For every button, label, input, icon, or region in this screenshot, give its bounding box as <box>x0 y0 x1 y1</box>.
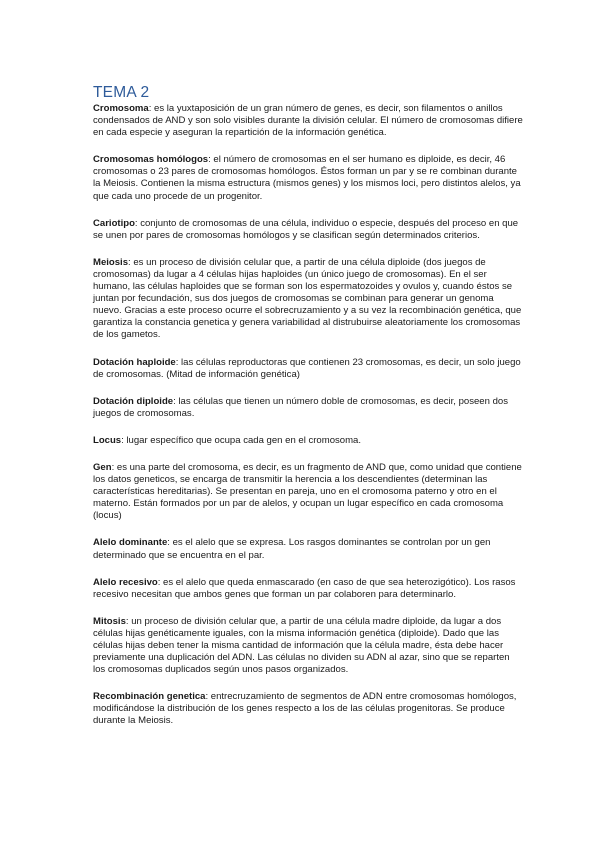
definition-alelo-dominante <box>93 537 523 561</box>
document-page <box>93 84 523 728</box>
definition-dotacion-haploide <box>93 357 523 381</box>
definition-dotacion-diploide <box>93 396 523 420</box>
paragraph-gap <box>93 242 523 257</box>
paragraph-gap <box>93 342 523 357</box>
definition-alelo-recesivo <box>93 577 523 601</box>
term: Cromosoma <box>93 103 149 114</box>
paragraph-gap <box>93 420 523 435</box>
definition-locus <box>93 435 523 447</box>
paragraph-gap <box>93 522 523 537</box>
definition-text: : lugar específico que ocupa cada gen en el cromosoma. <box>121 434 362 446</box>
term: Alelo recesivo <box>93 576 158 588</box>
definition-text: : las células reproductoras que contienen 23 cromosomas, es decir, un solo juego de cromosomas. (Mitad de información genética) <box>93 356 521 380</box>
definition-text: : es el alelo que se expresa. Los rasgos dominantes se controlan por un gen determinado que se encuentra en el par. <box>93 537 491 561</box>
paragraph-gap <box>93 381 523 396</box>
definition-meiosis <box>93 257 523 342</box>
definition-text: : las células que tienen un número doble de cromosomas, es decir, poseen dos juegos de cromosomas. <box>93 395 508 419</box>
definition-cromosoma <box>93 103 523 139</box>
term: Cariotipo <box>93 217 135 229</box>
term: Recombinación genetica <box>93 691 206 703</box>
definition-text: : es una parte del cromosoma, es decir, es un fragmento de AND que, como unidad que contiene los datos geneticos, se encarga de transmitir la herencia a los descendientes (determinan las características hereditarias). Se presentan en pareja, uno en el cromosoma paterno y otro en el materno. Están formados por un par de alelos, y ocupan un lugar específico en cada cromosoma (locus) <box>93 461 522 522</box>
term: Alelo dominante <box>93 537 168 549</box>
definition-gen <box>93 462 523 522</box>
definition-text: : es un proceso de división celular que, a partir de una célula diploide (dos juegos de cromosomas) da lugar a 4 células hijas haploides (un único juego de cromosomas). En el ser humano, las células haploides que se forman son los espermatozoides y ovulos y, cuando éstos se juntan por fecundación, sus dos juegos de cromosomas se combinan para generar un genoma nuevo. Gracias a este proceso ocurre el sobrecruzamiento y a su vez la recombinación genética, que garantiza la constancia genetica y genera variabilidad al distrubuirse aleatoriamente los cromosomas de los gametos. <box>93 256 522 341</box>
paragraph-gap <box>93 562 523 577</box>
page-title: TEMA 2 <box>93 84 150 101</box>
definition-text: : el número de cromosomas en el ser humano es diploide, es decir, 46 cromosomas o 23 pares de cromosomas homólogos. Éstos forman un par y se re combinan durante la Meiosis. Contienen la misma estructura (mismos genes) y los mismos loci, pero distintos alelos, ya que cada uno procede de un progenitor. <box>93 154 521 202</box>
definition-text: : conjunto de cromosomas de una célula, individuo o especie, después del proceso en que se unen por pares de cromosomas homólogos y se clasifican según determinados criterios. <box>93 217 519 241</box>
term: Meiosis <box>93 256 129 268</box>
definition-text: : es el alelo que queda enmascarado (en caso de que sea heterozigótico). Los rasos recesivo necesitan que ambos genes que forman un par colaboren para determinarlo. <box>93 576 516 600</box>
paragraph-gap <box>93 676 523 691</box>
term: Locus <box>93 434 122 446</box>
definition-recombinacion-genetica <box>93 691 523 727</box>
paragraph-gap <box>93 139 523 154</box>
definition-mitosis <box>93 616 523 676</box>
paragraph-gap <box>93 601 523 616</box>
term: Dotación haploide <box>93 356 176 368</box>
paragraph-gap <box>93 447 523 462</box>
definition-text: : entrecruzamiento de segmentos de ADN entre cromosomas homólogos, modificándose la distribución de los genes respecto a los de las células progenitoras. Se produce durante la Meiosis. <box>93 691 517 727</box>
term: Cromosomas homólogos <box>93 154 209 166</box>
paragraph-gap <box>93 203 523 218</box>
term: Mitosis <box>93 615 126 627</box>
definition-cromosomas-homologos <box>93 154 523 202</box>
definition-text: : es la yuxtaposición de un gran número de genes, es decir, son filamentos o anillos condensados de AND y son solo visibles durante la división celular. El número de cromosomas difiere en cada especie y aseguran la repartición de la información genética. <box>93 103 523 139</box>
term: Dotación diploide <box>93 395 174 407</box>
term: Gen <box>93 461 112 473</box>
definition-cariotipo <box>93 218 523 242</box>
definition-text: : un proceso de división celular que, a partir de una célula madre diploide, da lugar a dos células hijas genéticamente iguales, con la misma información genética (diploide). Dado que las células hijas deben tener la misma cantidad de información que la célula madre, ésta debe hacer previamente una duplicación del ADN. Las células no dividen su ADN al azar, sino que se reparten los cromosomas duplicados según unos pasos organizados. <box>93 615 510 676</box>
